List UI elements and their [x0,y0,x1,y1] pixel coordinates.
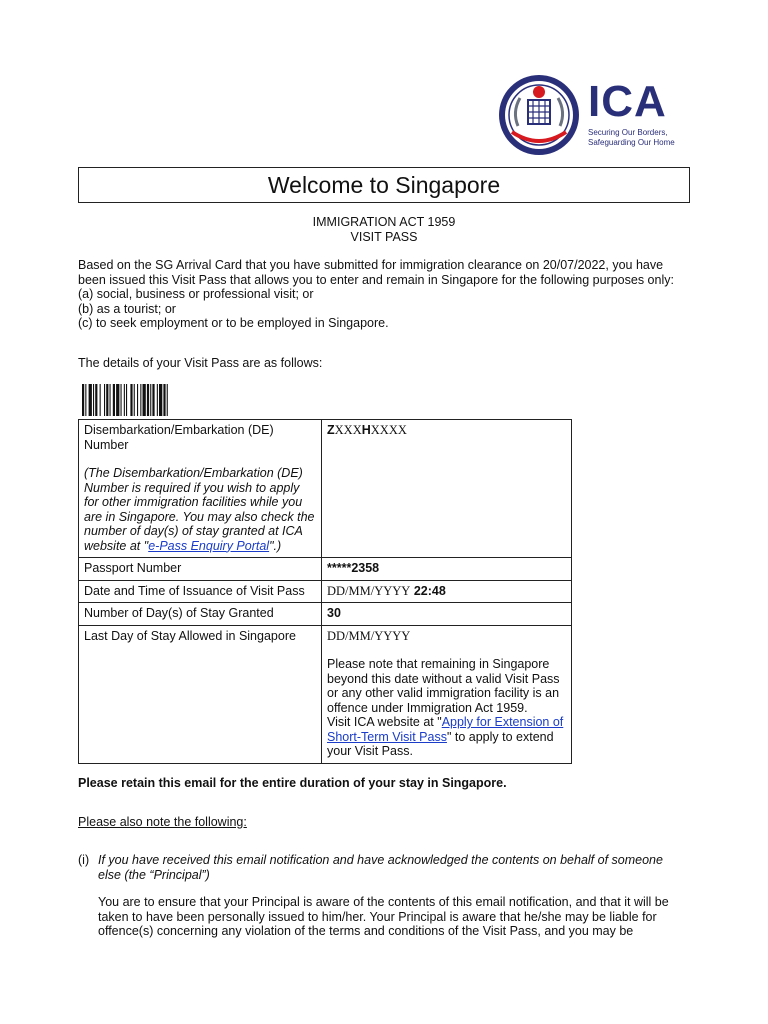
de-note-text: (The Disembarkation/Embarkation (DE) Number is required if you wish to apply for other immigration facilities while you are in Singapore. You may also check the number of day(s) of stay granted at ICA website at " [84,466,315,553]
ica-wordmark: ICA [588,77,667,126]
de-value-2: XXX [334,423,362,437]
lastday-label: Last Day of Stay Allowed in Singapore [79,625,322,763]
purpose-c: (c) to seek employment or to be employed in Singapore. [78,316,389,330]
act-heading [78,215,690,245]
also-note-heading: Please also note the following: [78,815,247,829]
barcode-icon [82,384,230,416]
de-value-3: H [361,423,371,437]
de-note-end: ".) [269,538,282,553]
de-value-1: Z [327,423,335,437]
table-row-days [79,603,572,626]
issuance-time: 22:48 [413,583,446,598]
note1-heading: If you have received this email notification and have acknowledged the contents on behalf of someone else (the “Principal”) [98,853,663,882]
de-value-4: XXXX [370,423,407,437]
passport-value: *****2358 [322,558,572,581]
days-label: Number of Day(s) of Stay Granted [79,603,322,626]
table-row-lastday [79,625,572,763]
de-note [84,466,316,553]
retain-notice: Please retain this email for the entire duration of your stay in Singapore. [78,776,507,790]
de-label: Disembarkation/Embarkation (DE) Number [84,423,274,452]
passport-label: Passport Number [79,558,322,581]
act-line1: IMMIGRATION ACT 1959 [312,215,456,229]
extension-link[interactable]: Apply for Extension of Short-Term Visit Pass [327,715,564,744]
note1-body: You are to ensure that your Principal is aware of the contents of this email notification, and that it will be taken to have been personally issued to him/her. Your Principal is aware that he/she may be liable for offence(s) concerning any violation of the terms and conditions of the Visit Pass, and you may be [98,895,669,938]
lastday-visit [327,715,566,759]
de-label-cell [79,420,322,558]
ica-tagline-line2: Safeguarding Our Home [588,138,675,147]
issuance-date: DD/MM/YYYY [327,583,411,598]
details-lead: The details of your Visit Pass are as follows: [78,356,323,370]
purpose-b: (b) as a tourist; or [78,301,176,316]
issuance-value [322,580,572,603]
ica-tagline [588,128,678,148]
epass-enquiry-link[interactable]: e-Pass Enquiry Portal [148,538,270,553]
title-box [78,167,690,203]
note1-number: (i) [78,853,90,867]
table-row-passport [79,558,572,581]
issuance-label: Date and Time of Issuance of Visit Pass [79,580,322,603]
days-value: 30 [322,603,572,626]
lastday-visit-end: " to apply to extend your Visit Pass. [327,729,554,758]
table-row-de [79,420,572,558]
ica-tagline-line1: Securing Our Borders, [588,128,668,137]
table-row-issuance [79,580,572,603]
intro-paragraph: Based on the SG Arrival Card that you have submitted for immigration clearance on 20/07/2022, you have been issued this Visit Pass that allows you to enter and remain in Singapore for the following purposes only: [78,258,674,287]
lastday-note: Please note that remaining in Singapore beyond this date without a valid Visit Pass or any other valid immigration facility is an offence under Immigration Act 1959. [327,657,560,715]
de-value [322,420,572,558]
ica-seal-icon [498,74,580,156]
lastday-value-cell [322,625,572,763]
lastday-visit-text: Visit ICA website at " [327,715,442,729]
page-title: Welcome to Singapore [267,171,501,198]
act-line2: VISIT PASS [350,230,418,244]
visit-pass-table [78,419,572,764]
intro-section [78,258,690,331]
ica-logo [498,74,676,156]
lastday-value: DD/MM/YYYY [327,628,411,643]
purpose-a: (a) social, business or professional visit; or [78,287,314,301]
